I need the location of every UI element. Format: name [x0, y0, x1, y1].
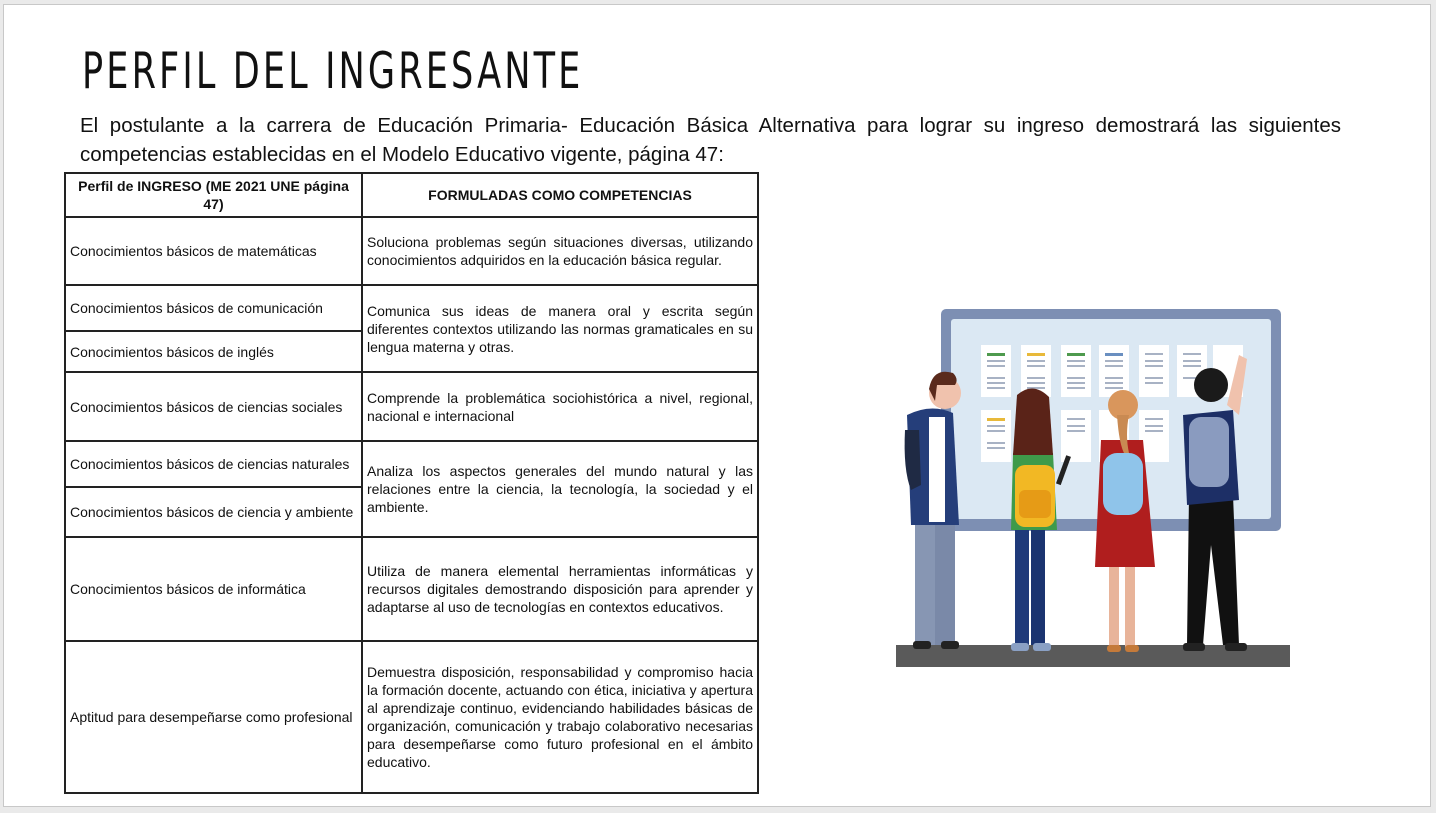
- profile-cell: Conocimientos básicos de ciencias sociales: [65, 372, 362, 441]
- profile-table: [64, 172, 759, 794]
- header-competencies: FORMULADAS COMO COMPETENCIAS: [362, 173, 758, 217]
- profile-cell: Conocimientos básicos de informática: [65, 537, 362, 641]
- profile-cell: Conocimientos básicos de matemáticas: [65, 217, 362, 285]
- profile-cell: Conocimientos básicos de inglés: [65, 331, 362, 372]
- table-row: [65, 285, 758, 331]
- slide-title: PERFIL DEL INGRESANTE: [82, 42, 584, 100]
- competency-cell: Utiliza de manera elemental herramientas informáticas y recursos digitales demostrando disposición para aprender y adaptarse al uso de tecnologías en contextos educativos.: [362, 537, 758, 641]
- students-bulletin-board-illustration: [893, 305, 1293, 670]
- header-profile: Perfil de INGRESO (ME 2021 UNE página 47): [65, 173, 362, 217]
- profile-cell: Aptitud para desempeñarse como profesional: [65, 641, 362, 793]
- competency-cell: Soluciona problemas según situaciones diversas, utilizando conocimientos adquiridos en la educación básica regular.: [362, 217, 758, 285]
- profile-cell: Conocimientos básicos de comunicación: [65, 285, 362, 331]
- intro-paragraph: El postulante a la carrera de Educación Primaria- Educación Básica Alternativa para lograr su ingreso demostrará las siguientes competencias establecidas en el Modelo Educativo vigente, página 47:: [80, 114, 1341, 166]
- table-row: [65, 372, 758, 441]
- competency-cell: Comunica sus ideas de manera oral y escrita según diferentes contextos utilizando las normas gramaticales en su lengua materna y otras.: [362, 285, 758, 372]
- competency-cell: Analiza los aspectos generales del mundo natural y las relaciones entre la ciencia, la tecnología, la sociedad y el ambiente.: [362, 441, 758, 537]
- profile-cell: Conocimientos básicos de ciencia y ambiente: [65, 487, 362, 537]
- student-1: [905, 372, 961, 649]
- table-header-row: [65, 173, 758, 217]
- competency-cell: Demuestra disposición, responsabilidad y compromiso hacia la formación docente, actuando con ética, iniciativa y apertura al aprendizaje continuo, evidenciando habilidades básicas de organización, comunicación y trabajo colaborativo necesarias para desempeñarse como futuro profesional en el ámbito educativo.: [362, 641, 758, 793]
- table-row: [65, 441, 758, 487]
- table-row: [65, 641, 758, 793]
- table-row: [65, 217, 758, 285]
- profile-cell: Conocimientos básicos de ciencias naturales: [65, 441, 362, 487]
- competency-cell: Comprende la problemática sociohistórica a nivel, regional, nacional e internacional: [362, 372, 758, 441]
- table-row: [65, 537, 758, 641]
